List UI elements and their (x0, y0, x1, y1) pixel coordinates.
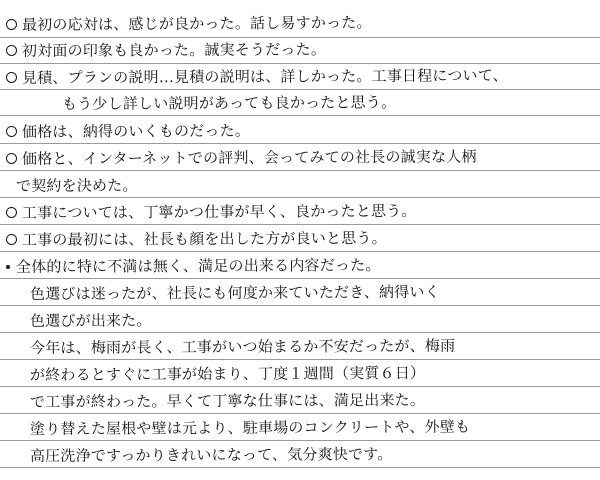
circle-bullet-icon (6, 126, 17, 137)
ruled-line (0, 170, 600, 171)
comment-line-10-continued (30, 443, 393, 467)
ruled-line (0, 440, 600, 441)
ruled-line (0, 63, 600, 64)
comment-text: 見積、プランの説明…見積の説明は、詳しかった。工事日程について、 (21, 66, 508, 87)
comment-line-7 (6, 227, 387, 251)
comment-line-9-continued-2 (30, 389, 425, 413)
comment-line-10 (30, 416, 470, 440)
dot-bullet-icon (6, 265, 10, 269)
ruled-line (0, 251, 600, 252)
comment-line-5-continued (16, 174, 138, 197)
comment-text: 高圧洗浄ですっかりきれいになって、気分爽快です。 (29, 445, 393, 465)
ruled-line (0, 278, 600, 279)
ruled-line (0, 386, 600, 387)
comment-text: で工事が終わった。早くて丁寧な仕事には、満足出来た。 (29, 390, 426, 411)
circle-bullet-icon (6, 234, 17, 245)
comment-line-8-continued-1 (30, 281, 440, 305)
ruled-line (0, 332, 600, 333)
comment-line-1 (6, 11, 372, 36)
comment-line-4 (6, 120, 250, 143)
comment-line-9-continued-1 (30, 362, 425, 386)
circle-bullet-icon (6, 207, 17, 218)
comment-line-3-continued (62, 91, 396, 115)
ruled-line (0, 467, 600, 468)
circle-bullet-icon (6, 72, 17, 83)
comment-text: 色選びは迷ったが、社長にも何度か来ていただき、納得いく (29, 282, 440, 303)
comment-line-8 (6, 254, 381, 278)
comment-text: 塗り替えた屋根や壁は元より、駐車場のコンクリートや、外壁も (29, 417, 471, 438)
comment-text: 工事の最初には、社長も顔を出した方が良いと思う。 (21, 229, 387, 249)
ruled-line (0, 89, 600, 90)
circle-bullet-icon (6, 19, 17, 30)
comment-text: 全体的に特に不満は無く、満足の出来る内容だった。 (15, 256, 381, 276)
comment-line-5 (6, 146, 477, 170)
ruled-line (0, 359, 600, 360)
comment-text: 工事については、丁寧かつ仕事が早く、良かったと思う。 (21, 201, 417, 222)
ruled-line (0, 305, 600, 306)
comment-line-6 (6, 200, 417, 224)
comment-text: 初対面の印象も良かった。誠実そうだった。 (21, 40, 327, 60)
comment-text: 価格は、納得のいくものだった。 (21, 121, 251, 141)
ruled-line (0, 197, 600, 198)
comment-text: もう少し詳しい説明があっても良かったと思う。 (61, 93, 397, 113)
ruled-line (0, 143, 600, 144)
comment-line-9 (30, 335, 455, 359)
comment-text: で契約を決めた。 (15, 176, 138, 195)
comment-text: 価格と、インターネットでの評判、会ってみての社長の誠実な人柄 (21, 147, 477, 168)
comment-text: 最初の応対は、感じが良かった。話し易すかった。 (21, 13, 372, 34)
ruled-line (0, 413, 600, 414)
comment-text: 今年は、梅雨が長く、工事がいつ始まるか不安だったが、梅雨 (29, 336, 456, 357)
ruled-line (0, 115, 600, 116)
circle-bullet-icon (6, 45, 17, 56)
comment-text: 色選びが出来た。 (29, 311, 152, 330)
ruled-line (0, 224, 600, 225)
comment-line-2 (6, 38, 326, 62)
circle-bullet-icon (6, 153, 17, 164)
comment-text: が終わるとすぐに工事が始まり、丁度１週間（実質６日） (29, 363, 426, 384)
comment-line-8-continued-2 (30, 309, 152, 332)
comment-line-3 (6, 64, 508, 89)
